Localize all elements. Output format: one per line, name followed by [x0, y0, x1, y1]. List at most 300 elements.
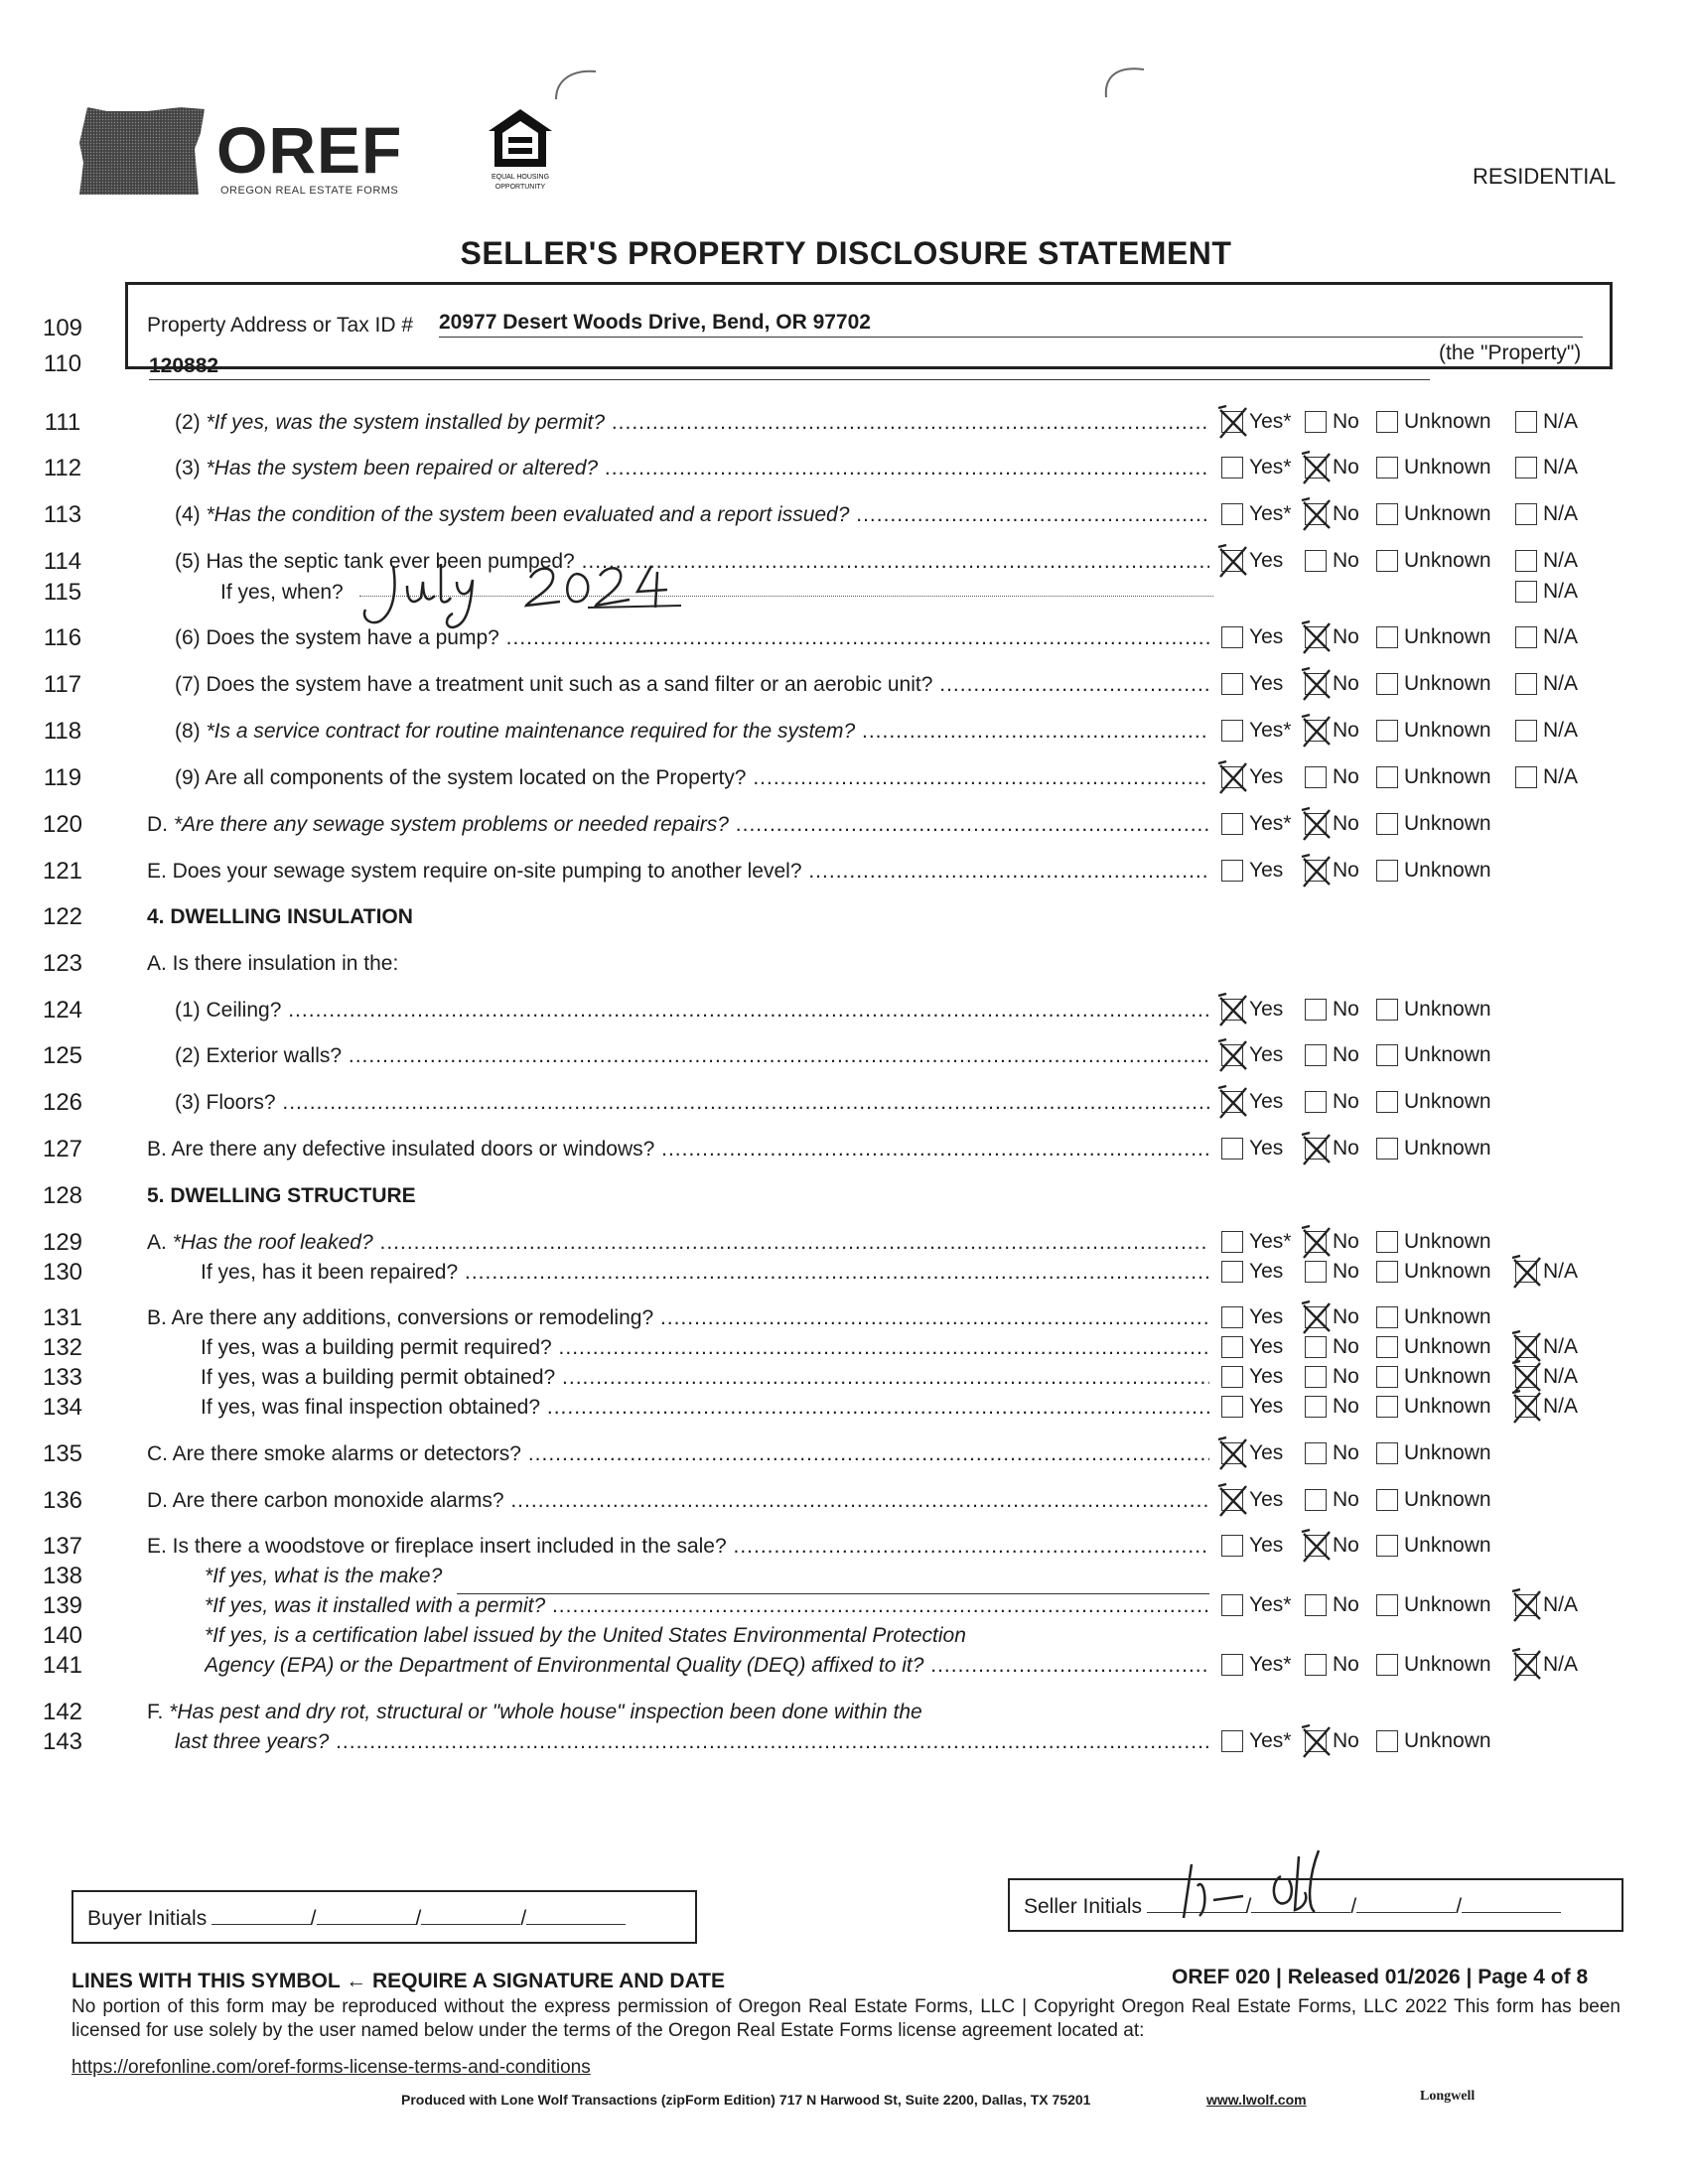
na-option[interactable]: [1515, 577, 1578, 607]
unknown-option[interactable]: [1376, 1134, 1491, 1163]
unknown-option[interactable]: [1376, 1040, 1491, 1070]
line-number: 140: [42, 1622, 83, 1649]
no-option[interactable]: [1305, 453, 1359, 482]
buyer-initial-field[interactable]: [317, 1906, 416, 1925]
separator: /: [1456, 1895, 1463, 1918]
unknown-option[interactable]: [1376, 1227, 1491, 1257]
na-checkbox[interactable]: [1515, 457, 1537, 478]
yes-option[interactable]: [1221, 1257, 1283, 1287]
unknown-checkbox[interactable]: [1376, 1396, 1398, 1418]
unknown-checkbox[interactable]: [1376, 1091, 1398, 1113]
tax-id-value[interactable]: 120882: [149, 354, 219, 377]
na-checkbox[interactable]: [1515, 411, 1537, 433]
license-terms-link[interactable]: https://orefonline.com/oref-forms-license-terms-and-conditions: [71, 2057, 591, 2078]
no-checkbox[interactable]: [1305, 411, 1327, 433]
na-label: N/A: [1543, 1653, 1579, 1676]
no-option[interactable]: [1305, 716, 1359, 746]
no-option[interactable]: [1305, 1087, 1359, 1117]
unknown-checkbox[interactable]: [1376, 626, 1398, 648]
no-checkbox[interactable]: [1305, 813, 1327, 835]
yes-checkbox[interactable]: [1221, 1654, 1243, 1676]
yes-checkbox[interactable]: [1221, 766, 1243, 788]
yes-option[interactable]: [1221, 1392, 1283, 1422]
no-option[interactable]: [1305, 407, 1359, 437]
answer-options: [0, 407, 1692, 437]
yes-option[interactable]: [1221, 1087, 1283, 1117]
na-option[interactable]: [1515, 1257, 1578, 1287]
question-prefix: (3): [175, 457, 207, 479]
yes-checkbox[interactable]: [1221, 1261, 1243, 1283]
unknown-checkbox[interactable]: [1376, 1654, 1398, 1676]
unknown-checkbox[interactable]: [1376, 1044, 1398, 1066]
svg-text:OPPORTUNITY: OPPORTUNITY: [494, 184, 546, 191]
unknown-option[interactable]: [1376, 407, 1491, 437]
unknown-option[interactable]: [1376, 1726, 1491, 1756]
yes-option[interactable]: [1221, 1332, 1283, 1362]
yes-checkbox[interactable]: [1221, 457, 1243, 478]
line-number: 135: [42, 1440, 83, 1467]
na-option[interactable]: [1515, 622, 1578, 652]
no-checkbox[interactable]: [1305, 1261, 1327, 1283]
unknown-option[interactable]: [1376, 716, 1491, 746]
yes-option[interactable]: [1221, 407, 1291, 437]
question-label: *Are there any sewage system problems or needed repairs?: [173, 813, 729, 836]
property-address-label: Property Address or Tax ID #: [147, 314, 414, 337]
no-option[interactable]: [1305, 1040, 1359, 1070]
na-checkbox[interactable]: [1515, 550, 1537, 572]
yes-option[interactable]: [1221, 1531, 1283, 1561]
line-number: 142: [42, 1699, 83, 1725]
na-option[interactable]: [1515, 1362, 1578, 1392]
no-option[interactable]: [1305, 1227, 1359, 1257]
no-checkbox[interactable]: [1305, 766, 1327, 788]
line-number: 143: [42, 1728, 83, 1755]
question-prefix: (8): [175, 720, 207, 743]
no-checkbox[interactable]: [1305, 1366, 1327, 1388]
yes-checkbox[interactable]: [1221, 813, 1243, 835]
separator: /: [415, 1907, 422, 1930]
unknown-option[interactable]: [1376, 499, 1491, 529]
no-checkbox[interactable]: [1305, 1138, 1327, 1160]
unknown-option[interactable]: [1376, 1362, 1491, 1392]
unknown-checkbox[interactable]: [1376, 1489, 1398, 1511]
no-checkbox[interactable]: [1305, 550, 1327, 572]
unknown-option[interactable]: [1376, 1302, 1491, 1332]
no-option[interactable]: [1305, 1531, 1359, 1561]
na-option[interactable]: [1515, 669, 1578, 699]
no-option[interactable]: [1305, 995, 1359, 1024]
question-label: Agency (EPA) or the Department of Environmental Quality (DEQ) affixed to it?: [205, 1654, 924, 1677]
na-option[interactable]: [1515, 499, 1578, 529]
answer-options: [0, 1590, 1692, 1620]
no-checkbox[interactable]: [1305, 999, 1327, 1021]
yes-checkbox[interactable]: [1221, 1535, 1243, 1557]
yes-option[interactable]: [1221, 1726, 1291, 1756]
unknown-checkbox[interactable]: [1376, 673, 1398, 695]
answer-options: [0, 1531, 1692, 1561]
yes-label: Yes*: [1249, 1230, 1292, 1253]
unknown-checkbox[interactable]: [1376, 1442, 1398, 1464]
check-x-mark: [1216, 1037, 1250, 1073]
na-checkbox[interactable]: [1515, 720, 1537, 742]
no-option[interactable]: [1305, 1485, 1359, 1515]
no-label: No: [1333, 456, 1359, 478]
na-option[interactable]: [1515, 1332, 1578, 1362]
yes-label: Yes*: [1249, 1593, 1292, 1616]
yes-option[interactable]: [1221, 1134, 1283, 1163]
yes-checkbox[interactable]: [1221, 1336, 1243, 1358]
buyer-initials-label: Buyer Initials: [87, 1907, 208, 1930]
yes-checkbox[interactable]: [1221, 626, 1243, 648]
yes-option[interactable]: [1221, 762, 1283, 792]
no-checkbox[interactable]: [1305, 1044, 1327, 1066]
no-label: No: [1333, 1441, 1359, 1464]
check-x-mark: [1216, 759, 1250, 795]
yes-option[interactable]: [1221, 499, 1291, 529]
no-checkbox[interactable]: [1305, 1231, 1327, 1253]
yes-label: Yes*: [1249, 502, 1292, 525]
unknown-option[interactable]: [1376, 856, 1491, 886]
na-option[interactable]: [1515, 1590, 1578, 1620]
na-option[interactable]: [1515, 716, 1578, 746]
no-label: No: [1333, 1395, 1359, 1418]
na-checkbox[interactable]: [1515, 673, 1537, 695]
unknown-option[interactable]: [1376, 1590, 1491, 1620]
unknown-checkbox[interactable]: [1376, 813, 1398, 835]
yes-option[interactable]: [1221, 995, 1283, 1024]
yes-checkbox[interactable]: [1221, 1730, 1243, 1752]
yes-checkbox[interactable]: [1221, 1138, 1243, 1160]
na-option[interactable]: [1515, 1392, 1578, 1422]
no-checkbox[interactable]: [1305, 1306, 1327, 1328]
no-option[interactable]: [1305, 1302, 1359, 1332]
yes-option[interactable]: [1221, 1650, 1291, 1680]
answer-options: [0, 1257, 1692, 1287]
yes-checkbox[interactable]: [1221, 860, 1243, 882]
buyer-initial-field[interactable]: [212, 1906, 311, 1925]
na-checkbox[interactable]: [1515, 626, 1537, 648]
unknown-checkbox[interactable]: [1376, 457, 1398, 478]
check-x-mark: [1300, 1131, 1334, 1166]
yes-option[interactable]: [1221, 1485, 1283, 1515]
answer-options: [0, 995, 1692, 1024]
no-label: No: [1333, 1335, 1359, 1358]
yes-checkbox[interactable]: [1221, 1306, 1243, 1328]
na-checkbox[interactable]: [1515, 1594, 1537, 1616]
no-checkbox[interactable]: [1305, 1594, 1327, 1616]
unknown-option[interactable]: [1376, 1485, 1491, 1515]
seller-handwritten-initials: [1170, 1846, 1368, 1926]
question-prefix: D.: [147, 813, 174, 836]
unknown-option[interactable]: [1376, 1650, 1491, 1680]
no-checkbox[interactable]: [1305, 1489, 1327, 1511]
yes-option[interactable]: [1221, 669, 1283, 699]
yes-option[interactable]: [1221, 716, 1291, 746]
hole-punch-mark: [1100, 60, 1150, 99]
lwolf-website-link[interactable]: www.lwolf.com: [1206, 2092, 1307, 2108]
question-text: [147, 905, 413, 929]
no-option[interactable]: [1305, 1726, 1359, 1756]
yes-checkbox[interactable]: [1221, 1594, 1243, 1616]
no-label: No: [1333, 410, 1359, 433]
na-option[interactable]: [1515, 546, 1578, 576]
line-number: 128: [42, 1182, 83, 1209]
na-option[interactable]: [1515, 1650, 1578, 1680]
na-checkbox[interactable]: [1515, 1336, 1537, 1358]
no-option[interactable]: [1305, 622, 1359, 652]
no-option[interactable]: [1305, 499, 1359, 529]
question-text: [205, 1565, 1209, 1588]
na-checkbox[interactable]: [1515, 1396, 1537, 1418]
no-checkbox[interactable]: [1305, 503, 1327, 525]
no-option[interactable]: [1305, 1134, 1359, 1163]
yes-checkbox[interactable]: [1221, 999, 1243, 1021]
unknown-label: Unknown: [1404, 1305, 1491, 1328]
line-number: 133: [42, 1364, 83, 1391]
no-option[interactable]: [1305, 1590, 1359, 1620]
na-checkbox[interactable]: [1515, 1261, 1537, 1283]
unknown-option[interactable]: [1376, 546, 1491, 576]
seller-initial-field[interactable]: [1462, 1894, 1561, 1913]
no-option[interactable]: [1305, 1332, 1359, 1362]
na-checkbox[interactable]: [1515, 1366, 1537, 1388]
unknown-checkbox[interactable]: [1376, 1306, 1398, 1328]
unknown-checkbox[interactable]: [1376, 1730, 1398, 1752]
no-option[interactable]: [1305, 1438, 1359, 1468]
line-number: 112: [43, 455, 82, 481]
answer-options: [0, 1362, 1692, 1392]
form-id: OREF 020 | Released 01/2026 | Page 4 of 8: [1172, 1966, 1589, 1988]
yes-option[interactable]: [1221, 453, 1291, 482]
unknown-label: Unknown: [1404, 502, 1491, 525]
yes-option[interactable]: [1221, 1040, 1283, 1070]
answer-options: [0, 716, 1692, 746]
yes-option[interactable]: [1221, 1227, 1291, 1257]
no-option[interactable]: [1305, 809, 1359, 839]
na-label: N/A: [1543, 625, 1579, 648]
na-option[interactable]: [1515, 407, 1578, 437]
unknown-checkbox[interactable]: [1376, 1366, 1398, 1388]
yes-checkbox[interactable]: [1221, 673, 1243, 695]
no-checkbox[interactable]: [1305, 1396, 1327, 1418]
yes-checkbox[interactable]: [1221, 411, 1243, 433]
yes-option[interactable]: [1221, 856, 1283, 886]
answer-options: [0, 669, 1692, 699]
unknown-checkbox[interactable]: [1376, 999, 1398, 1021]
line-number: 131: [42, 1304, 83, 1331]
unknown-option[interactable]: [1376, 1332, 1491, 1362]
question-prefix: (4): [175, 503, 207, 526]
signature-symbol-note: LINES WITH THIS SYMBOL ← REQUIRE A SIGNATURE AND DATE: [71, 1970, 726, 1992]
no-checkbox[interactable]: [1305, 720, 1327, 742]
na-label: N/A: [1543, 580, 1579, 603]
unknown-option[interactable]: [1376, 1438, 1491, 1468]
unknown-checkbox[interactable]: [1376, 1261, 1398, 1283]
check-x-mark: [1300, 619, 1334, 655]
no-label: No: [1333, 625, 1359, 648]
unknown-checkbox[interactable]: [1376, 550, 1398, 572]
no-checkbox[interactable]: [1305, 860, 1327, 882]
no-option[interactable]: [1305, 1650, 1359, 1680]
no-option[interactable]: [1305, 1362, 1359, 1392]
answer-options: [0, 499, 1692, 529]
yes-option[interactable]: [1221, 1302, 1283, 1332]
unknown-checkbox[interactable]: [1376, 860, 1398, 882]
no-option[interactable]: [1305, 1257, 1359, 1287]
yes-label: Yes: [1249, 1365, 1284, 1388]
yes-label: Yes: [1249, 1534, 1284, 1557]
yes-checkbox[interactable]: [1221, 1442, 1243, 1464]
yes-label: Yes: [1249, 1043, 1284, 1066]
yes-label: Yes*: [1249, 1653, 1292, 1676]
na-option[interactable]: [1515, 453, 1578, 482]
yes-option[interactable]: [1221, 622, 1283, 652]
answer-options: [0, 856, 1692, 886]
no-option[interactable]: [1305, 1392, 1359, 1422]
na-checkbox[interactable]: [1515, 1654, 1537, 1676]
yes-checkbox[interactable]: [1221, 1231, 1243, 1253]
unknown-option[interactable]: [1376, 1531, 1491, 1561]
no-checkbox[interactable]: [1305, 626, 1327, 648]
no-checkbox[interactable]: [1305, 1654, 1327, 1676]
form-category: RESIDENTIAL: [1473, 164, 1617, 189]
no-option[interactable]: [1305, 856, 1359, 886]
yes-checkbox[interactable]: [1221, 720, 1243, 742]
na-option[interactable]: [1515, 762, 1578, 792]
unknown-checkbox[interactable]: [1376, 766, 1398, 788]
question-label: (7) Does the system have a treatment unit such as a sand filter or an aerobic unit?: [175, 673, 933, 696]
yes-checkbox[interactable]: [1221, 550, 1243, 572]
answer-options: [0, 1332, 1692, 1362]
yes-checkbox[interactable]: [1221, 1396, 1243, 1418]
yes-option[interactable]: [1221, 1438, 1283, 1468]
line-number: 127: [42, 1136, 83, 1162]
no-option[interactable]: [1305, 762, 1359, 792]
answer-options: [0, 546, 1692, 576]
question-label: (5) Has the septic tank ever been pumped?: [175, 550, 575, 573]
line-number: 125: [42, 1042, 83, 1069]
check-x-mark: [1300, 1723, 1334, 1759]
unknown-label: Unknown: [1404, 672, 1491, 695]
na-checkbox[interactable]: [1515, 766, 1537, 788]
question-label: *Has the system been repaired or altered?: [206, 457, 599, 479]
yes-checkbox[interactable]: [1221, 1489, 1243, 1511]
question-text: [147, 1184, 416, 1208]
unknown-label: Unknown: [1404, 1534, 1491, 1557]
yes-label: Yes: [1249, 1395, 1284, 1418]
na-checkbox[interactable]: [1515, 503, 1537, 525]
unknown-option[interactable]: [1376, 453, 1491, 482]
no-option[interactable]: [1305, 669, 1359, 699]
yes-checkbox[interactable]: [1221, 1044, 1243, 1066]
question-label: *If yes, was it installed with a permit?: [205, 1594, 546, 1617]
unknown-option[interactable]: [1376, 669, 1491, 699]
check-x-mark: [1300, 1528, 1334, 1564]
unknown-checkbox[interactable]: [1376, 1231, 1398, 1253]
unknown-option[interactable]: [1376, 995, 1491, 1024]
yes-label: Yes*: [1249, 410, 1292, 433]
yes-option[interactable]: [1221, 809, 1291, 839]
unknown-label: Unknown: [1404, 1230, 1491, 1253]
line-number: 113: [43, 501, 82, 528]
unknown-checkbox[interactable]: [1376, 1535, 1398, 1557]
yes-checkbox[interactable]: [1221, 503, 1243, 525]
no-checkbox[interactable]: [1305, 1442, 1327, 1464]
unknown-label: Unknown: [1404, 719, 1491, 742]
no-label: No: [1333, 1653, 1359, 1676]
no-checkbox[interactable]: [1305, 1091, 1327, 1113]
check-x-mark: [1216, 543, 1250, 579]
check-x-mark: [1216, 1084, 1250, 1120]
no-checkbox[interactable]: [1305, 1730, 1327, 1752]
question-label: *If yes, was the system installed by permit?: [206, 411, 605, 434]
no-checkbox[interactable]: [1305, 1336, 1327, 1358]
line-number: 138: [42, 1563, 83, 1589]
question-label: If yes, was final inspection obtained?: [201, 1396, 541, 1419]
check-x-mark: [1510, 1359, 1544, 1395]
yes-option[interactable]: [1221, 1590, 1291, 1620]
line-number: 119: [43, 764, 82, 791]
property-address-value[interactable]: 20977 Desert Woods Drive, Bend, OR 97702: [439, 311, 871, 334]
no-checkbox[interactable]: [1305, 457, 1327, 478]
yes-option[interactable]: [1221, 546, 1283, 576]
no-label: No: [1333, 1230, 1359, 1253]
unknown-option[interactable]: [1376, 1087, 1491, 1117]
yes-checkbox[interactable]: [1221, 1091, 1243, 1113]
question-label: (1) Ceiling?: [175, 999, 282, 1022]
unknown-label: Unknown: [1404, 1593, 1491, 1616]
question-label: last three years?: [175, 1730, 330, 1753]
yes-checkbox[interactable]: [1221, 1366, 1243, 1388]
unknown-option[interactable]: [1376, 809, 1491, 839]
separator: /: [1245, 1895, 1252, 1918]
no-checkbox[interactable]: [1305, 673, 1327, 695]
question-label: E. Does your sewage system require on-site pumping to another level?: [147, 860, 802, 883]
no-option[interactable]: [1305, 546, 1359, 576]
unknown-option[interactable]: [1376, 622, 1491, 652]
question-label: *Has pest and dry rot, structural or "whole house" inspection been done within the: [169, 1701, 922, 1723]
unknown-label: Unknown: [1404, 549, 1491, 572]
unknown-option[interactable]: [1376, 1257, 1491, 1287]
unknown-checkbox[interactable]: [1376, 1336, 1398, 1358]
property-suffix: (the "Property"): [1439, 341, 1582, 364]
question-label: C. Are there smoke alarms or detectors?: [147, 1442, 521, 1465]
woodstove-make-line[interactable]: [457, 1593, 1209, 1594]
no-checkbox[interactable]: [1305, 1535, 1327, 1557]
na-label: N/A: [1543, 549, 1579, 572]
yes-label: Yes: [1249, 1441, 1284, 1464]
yes-option[interactable]: [1221, 1362, 1283, 1392]
unknown-checkbox[interactable]: [1376, 411, 1398, 433]
unknown-checkbox[interactable]: [1376, 720, 1398, 742]
unknown-checkbox[interactable]: [1376, 1138, 1398, 1160]
seller-initial-field[interactable]: [1356, 1894, 1456, 1913]
buyer-initial-field[interactable]: [421, 1906, 520, 1925]
unknown-checkbox[interactable]: [1376, 503, 1398, 525]
question-label: (9) Are all components of the system located on the Property?: [175, 766, 747, 789]
na-checkbox[interactable]: [1515, 581, 1537, 603]
unknown-option[interactable]: [1376, 1392, 1491, 1422]
na-label: N/A: [1543, 1593, 1579, 1616]
unknown-label: Unknown: [1404, 765, 1491, 788]
unknown-label: Unknown: [1404, 1653, 1491, 1676]
na-label: N/A: [1543, 502, 1579, 525]
question-label: B. Are there any additions, conversions or remodeling?: [147, 1306, 654, 1329]
buyer-initial-field[interactable]: [526, 1906, 626, 1925]
unknown-checkbox[interactable]: [1376, 1594, 1398, 1616]
no-label: No: [1333, 672, 1359, 695]
unknown-option[interactable]: [1376, 762, 1491, 792]
